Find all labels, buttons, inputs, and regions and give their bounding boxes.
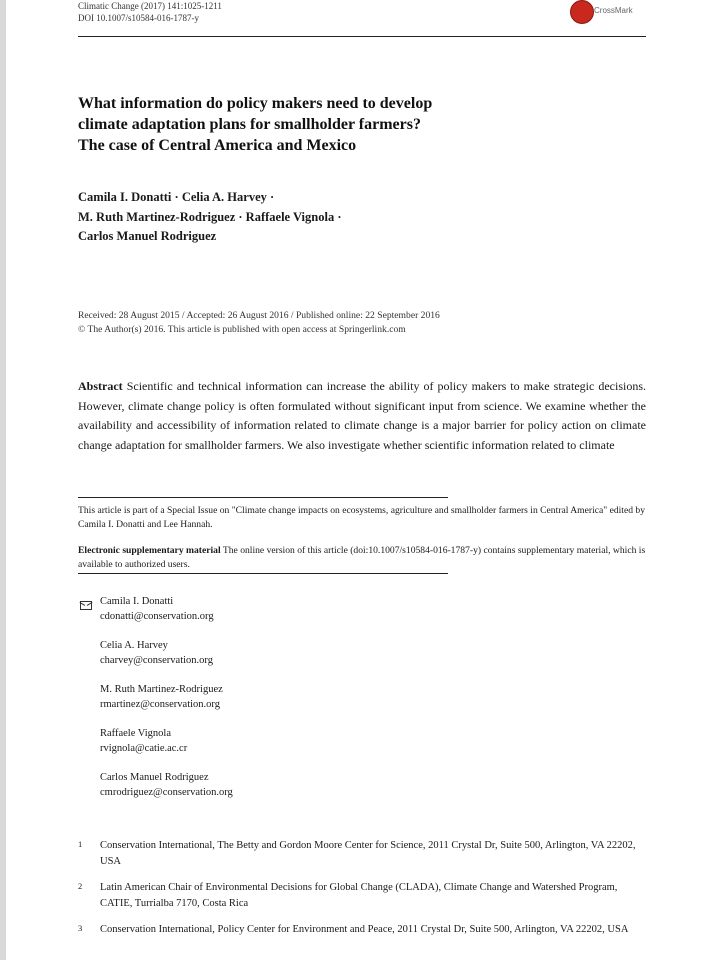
contact-email[interactable]: rmartinez@conservation.org: [100, 699, 220, 710]
supplementary-note: [78, 544, 646, 571]
affiliation-number: 3: [78, 923, 83, 933]
affiliation-text: Conservation International, The Betty and Gordon Moore Center for Science, 2011 Crystal Dr, Suite 500, Arlington, VA 22202, USA: [100, 840, 636, 867]
affiliation-text: Latin American Chair of Environmental Decisions for Global Change (CLADA), Climate Change and Watershed Program, CATIE, Turrialba 7170, Costa Rica: [100, 882, 618, 909]
contact-item: [100, 682, 500, 726]
contact-email[interactable]: rvignola@catie.ac.cr: [100, 743, 188, 754]
license-line: © The Author(s) 2016. This article is published with open access at Springerlink.com: [78, 324, 406, 335]
page-edge-shadow: [0, 0, 6, 960]
contact-name: Camila I. Donatti: [100, 596, 174, 607]
author-list: [78, 188, 498, 247]
author-line: Camila I. Donatti · Celia A. Harvey ·: [78, 190, 275, 204]
supplementary-label: Electronic supplementary material: [78, 545, 221, 556]
author-line: Carlos Manuel Rodriguez: [78, 229, 217, 243]
footnote-divider: [78, 497, 448, 498]
affiliation-list: [78, 838, 646, 948]
history-dates: Received: 28 August 2015 / Accepted: 26 August 2016 / Published online: 22 September 2016: [78, 310, 440, 321]
crossmark-label: CrossMark: [594, 6, 633, 15]
title-line: The case of Central America and Mexico: [78, 137, 357, 154]
contact-item: [100, 638, 500, 682]
supplementary-divider: [78, 573, 448, 574]
abstract: [78, 377, 646, 455]
abstract-text: Scientific and technical information can increase the ability of policy makers to make strategic decisions. However, climate change policy is often formulated without significant input from science. We examine whether the availability and accessibility of information related to climate change is a major barrier for policy action on climate change adaptation for smallholder farmers. We also investigate whether scientific information related to climate: [78, 379, 647, 452]
affiliation-item: [78, 922, 646, 938]
title-line: What information do policy makers need to develop: [78, 95, 433, 112]
envelope-icon: [80, 601, 92, 610]
affiliation-item: [78, 838, 646, 870]
article-title: [78, 93, 618, 156]
publication-history: [78, 309, 646, 337]
journal-citation: Climatic Change (2017) 141:1025-1211: [78, 1, 222, 11]
crossmark-badge[interactable]: [570, 0, 646, 24]
supplementary-text: The online version of this article (doi:10.1007/s10584-016-1787-y) contains supplementary material, which is available to authorized users.: [78, 545, 646, 570]
abstract-label: Abstract: [78, 379, 123, 393]
special-issue-note: This article is part of a Special Issue on "Climate change impacts on ecosystems, agriculture and smallholder farmers in Central America" edited by Camila I. Donatti and Lee Hannah.: [78, 505, 646, 530]
contact-name: M. Ruth Martinez-Rodriguez: [100, 684, 223, 695]
contact-item: [100, 770, 500, 814]
contact-name: Celia A. Harvey: [100, 640, 168, 651]
header-divider: [78, 36, 646, 37]
crossmark-icon: [570, 0, 594, 24]
contact-list: [100, 594, 500, 814]
affiliation-text: Conservation International, Policy Center for Environment and Peace, 2011 Crystal Dr, Suite 500, Arlington, VA 22202, USA: [100, 924, 629, 935]
doi-line: DOI 10.1007/s10584-016-1787-y: [78, 13, 199, 23]
affiliation-number: 2: [78, 881, 83, 891]
title-line: climate adaptation plans for smallholder farmers?: [78, 116, 421, 133]
contact-email[interactable]: cdonatti@conservation.org: [100, 611, 214, 622]
contact-item: [100, 594, 500, 638]
journal-header: [78, 0, 222, 24]
contact-email[interactable]: charvey@conservation.org: [100, 655, 213, 666]
affiliation-number: 1: [78, 839, 83, 849]
contact-name: Carlos Manuel Rodriguez: [100, 772, 209, 783]
author-line: M. Ruth Martinez-Rodriguez · Raffaele Vignola ·: [78, 209, 342, 224]
affiliation-item: [78, 880, 646, 912]
contact-item: [100, 726, 500, 770]
contact-email[interactable]: cmrodriguez@conservation.org: [100, 787, 233, 798]
contact-name: Raffaele Vignola: [100, 728, 171, 739]
